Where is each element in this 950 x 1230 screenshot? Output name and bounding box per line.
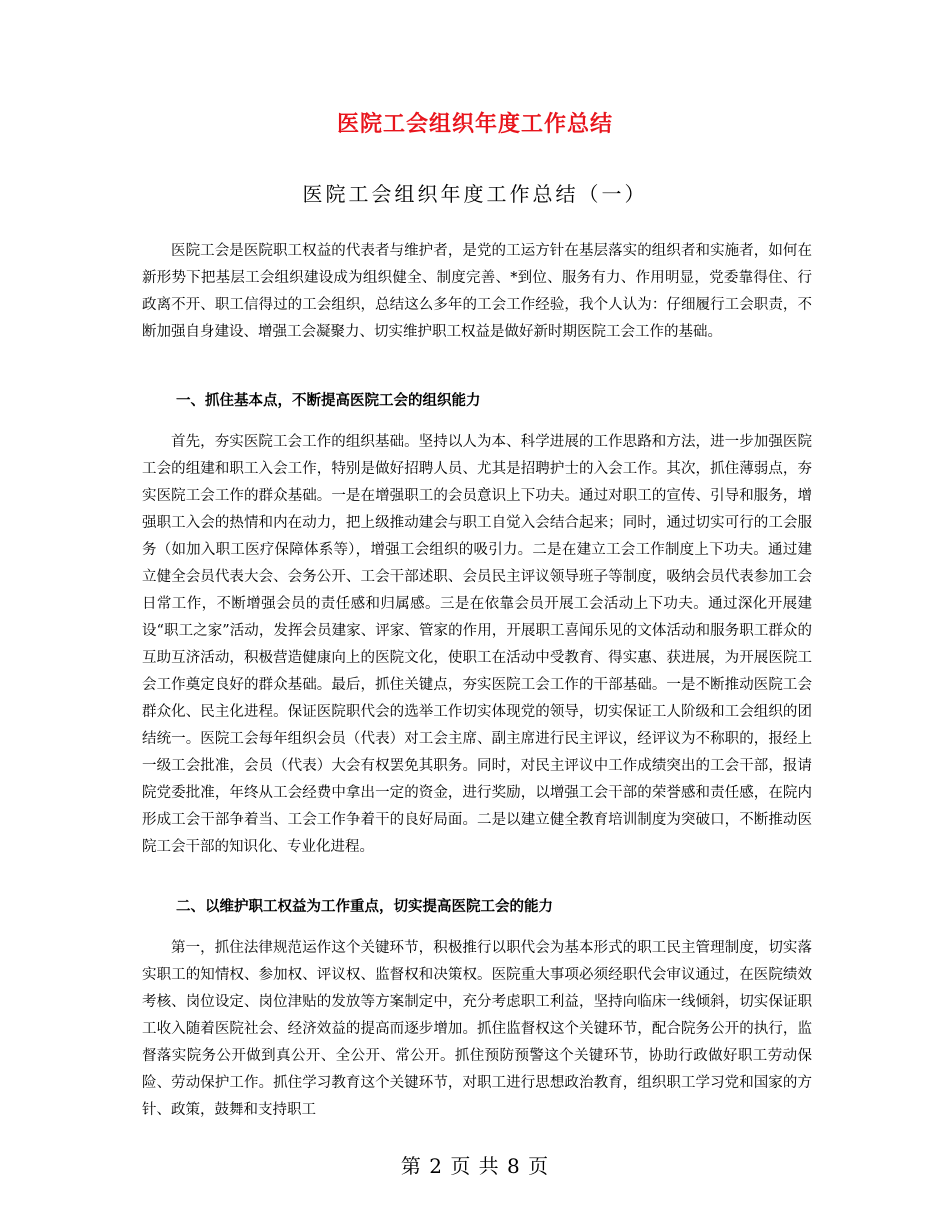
section-heading-1: 一、抓住基本点，不断提高医院工会的组织能力 [176, 392, 481, 409]
section-heading-2: 二、以维护职工权益为工作重点，切实提高医院工会的能力 [176, 898, 553, 915]
section-2-paragraph: 第一，抓住法律规范运作这个关键环节，积极推行以职代会为基本形式的职工民主管理制度，切实落实职工的知情权、参加权、评议权、监督权和决策权。医院重大事项必须经职代会审议通过，在医院绩效考核、岗位设定、岗位津贴的发放等方案制定中，充分考虑职工利益，坚持向临床一线倾斜，切实保证职工收入随着医院社会、经济效益的提高而逐步增加。抓住监督权这个关键环节，配合院务公开的执行，监督落实院务公开做到真公开、全公开、常公开。抓住预防预警这个关键环节，协助行政做好职工劳动保险、劳动保护工作。抓住学习教育这个关键环节，对职工进行思想政治教育，组织职工学习党和国家的方针、政策，鼓舞和支持职工 [142, 940, 812, 1118]
page-footer: 第 2 页 共 8 页 [400, 1154, 550, 1178]
intro-paragraph: 医院工会是医院职工权益的代表者与维护者，是党的工运方针在基层落实的组织者和实施者，如何在新形势下把基层工会组织建设成为组织健全、制度完善、*到位、服务有力、作用明显，党委靠得住、行政离不开、职工信得过的工会组织，总结这么多年的工会工作经验，我个人认为：仔细履行工会职责，不断加强自身建设、增强工会凝聚力、切实维护职工权益是做好新时期医院工会工作的基础。 [142, 243, 812, 340]
section-1-paragraph: 首先，夯实医院工会工作的组织基础。坚持以人为本、科学进展的工作思路和方法，进一步加强医院工会的组建和职工入会工作，特别是做好招聘人员、尤其是招聘护士的入会工作。其次，抓住薄弱点，夯实医院工会工作的群众基础。一是在增强职工的会员意识上下功夫。通过对职工的宣传、引导和服务，增强职工入会的热情和内在动力，把上级推动建会与职工自觉入会结合起来；同时，通过切实可行的工会服务（如加入职工医疗保障体系等），增强工会组织的吸引力。二是在建立工会工作制度上下功夫。通过建立健全会员代表大会、会务公开、工会干部述职、会员民主评议领导班子等制度，吸纳会员代表参加工会日常工作，不断增强会员的责任感和归属感。三是在依靠会员开展工会活动上下功夫。通过深化开展建设“职工之家”活动，发挥会员建家、评家、管家的作用，开展职工喜闻乐见的文体活动和服务职工群众的互助互济活动，积极营造健康向上的医院文化，使职工在活动中受教育、得实惠、获进展，为开展医院工会工作奠定良好的群众基础。最后，抓住关键点，夯实医院工会工作的干部基础。一是不断推动医院工会群众化、民主化进程。保证医院职代会的选举工作切实体现党的领导，切实保证工人阶级和工会组织的团结统一。医院工会每年组织会员（代表）对工会主席、副主席进行民主评议，经评议为不称职的，报经上一级工会批准，会员（代表）大会有权罢免其职务。同时，对民主评议中工作成绩突出的工会干部，报请院党委批准，年终从工会经费中拿出一定的资金，进行奖励，以增强工会干部的荣誉感和责任感，在院内形成工会干部争着当、工会工作争着干的良好局面。二是以建立健全教育培训制度为突破口，不断推动医院工会干部的知识化、专业化进程。 [142, 434, 812, 855]
subtitle: 医院工会组织年度工作总结（一） [302, 182, 648, 206]
main-title: 医院工会组织年度工作总结 [336, 111, 613, 137]
